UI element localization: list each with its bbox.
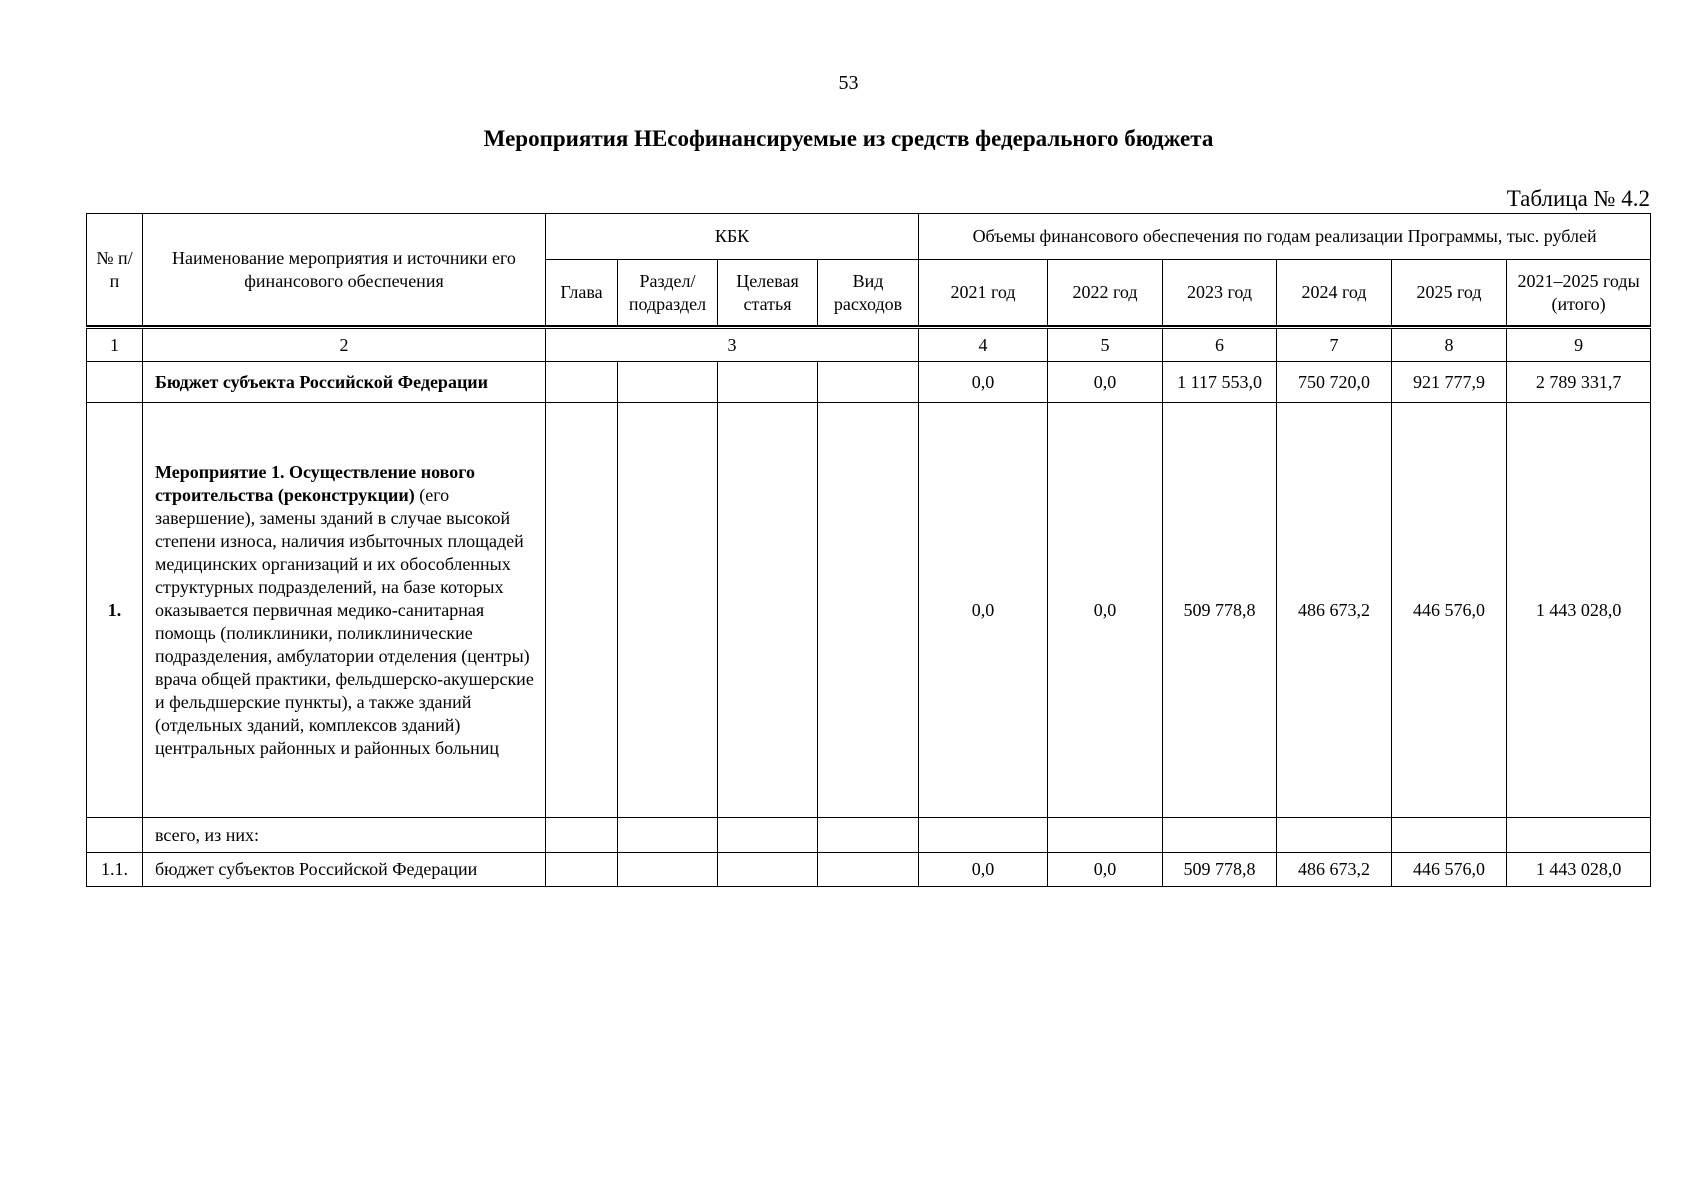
value-cell: 2 789 331,7 <box>1507 362 1651 403</box>
value-cell: 0,0 <box>1048 362 1163 403</box>
kbk-cell <box>546 818 618 853</box>
header-volumes: Объемы финансового обеспечения по годам реализации Программы, тыс. рублей <box>919 214 1651 260</box>
index-cell: 2 <box>143 328 546 362</box>
kbk-cell <box>718 818 818 853</box>
row-name <box>143 403 546 818</box>
header-kbk-glava: Глава <box>546 260 618 326</box>
value-cell <box>1507 818 1651 853</box>
row-num <box>87 362 143 403</box>
header-year-2025: 2025 год <box>1392 260 1507 326</box>
row-name: бюджет субъектов Российской Федерации <box>143 853 546 887</box>
value-cell: 750 720,0 <box>1277 362 1392 403</box>
header-year-2021: 2021 год <box>919 260 1048 326</box>
kbk-cell <box>618 818 718 853</box>
budget-table <box>86 213 1651 887</box>
value-cell: 446 576,0 <box>1392 403 1507 818</box>
header-num: № п/п <box>87 214 143 326</box>
index-cell: 6 <box>1163 328 1277 362</box>
row-num: 1.1. <box>87 853 143 887</box>
header-kbk-vid: Вид расходов <box>818 260 919 326</box>
value-cell <box>1392 818 1507 853</box>
table-caption: Таблица № 4.2 <box>1506 186 1650 211</box>
kbk-cell <box>718 362 818 403</box>
value-cell <box>919 818 1048 853</box>
value-cell: 1 443 028,0 <box>1507 403 1651 818</box>
value-cell <box>1277 818 1392 853</box>
index-cell: 9 <box>1507 328 1651 362</box>
kbk-cell <box>618 853 718 887</box>
document-title: Мероприятия НЕсофинансируемые из средств федерального бюджета <box>483 126 1214 151</box>
index-cell: 5 <box>1048 328 1163 362</box>
page-number: 53 <box>838 72 859 94</box>
kbk-cell <box>818 403 919 818</box>
value-cell <box>1048 818 1163 853</box>
kbk-cell <box>818 853 919 887</box>
value-cell: 0,0 <box>919 853 1048 887</box>
row-name: всего, из них: <box>143 818 546 853</box>
value-cell: 446 576,0 <box>1392 853 1507 887</box>
kbk-cell <box>546 853 618 887</box>
measure-title: Мероприятие 1. Осуществление нового строительства (реконструкции) <box>155 461 475 505</box>
kbk-cell <box>546 362 618 403</box>
header-kbk-statya: Целевая статья <box>718 260 818 326</box>
value-cell: 509 778,8 <box>1163 403 1277 818</box>
value-cell: 921 777,9 <box>1392 362 1507 403</box>
value-cell: 486 673,2 <box>1277 403 1392 818</box>
index-cell: 3 <box>546 328 919 362</box>
table-row <box>87 362 1651 403</box>
row-num <box>87 818 143 853</box>
value-cell <box>1163 818 1277 853</box>
row-name: Бюджет субъекта Российской Федерации <box>143 362 546 403</box>
header-name: Наименование мероприятия и источники его финансового обеспечения <box>143 214 546 326</box>
header-kbk-razdel: Раздел/ подраздел <box>618 260 718 326</box>
header-row-1 <box>87 214 1651 260</box>
kbk-cell <box>818 818 919 853</box>
kbk-cell <box>618 403 718 818</box>
header-year-2022: 2022 год <box>1048 260 1163 326</box>
index-cell: 7 <box>1277 328 1392 362</box>
header-year-2023: 2023 год <box>1163 260 1277 326</box>
value-cell: 509 778,8 <box>1163 853 1277 887</box>
header-year-2024: 2024 год <box>1277 260 1392 326</box>
kbk-cell <box>718 403 818 818</box>
value-cell: 0,0 <box>1048 403 1163 818</box>
value-cell: 0,0 <box>1048 853 1163 887</box>
table-row <box>87 853 1651 887</box>
measure-description: (его завершение), замены зданий в случае высокой степени износа, наличия избыточных площадей медицинских организаций и их обособленных структурных подразделений, на базе которых оказывается первичная медико-санитарная помощь (поликлиники, поликлинические подразделения, амбулатории отделения (центры) врача общей практики, фельдшерско-акушерские и фельдшерские пункты), а также зданий (отдельных зданий, комплексов зданий) центральных районных и районных больниц <box>155 484 534 758</box>
kbk-cell <box>618 362 718 403</box>
header-kbk: КБК <box>546 214 919 260</box>
value-cell: 0,0 <box>919 403 1048 818</box>
value-cell: 1 443 028,0 <box>1507 853 1651 887</box>
table-row <box>87 818 1651 853</box>
index-cell: 8 <box>1392 328 1507 362</box>
kbk-cell <box>718 853 818 887</box>
value-cell: 486 673,2 <box>1277 853 1392 887</box>
header-year-total: 2021–2025 годы (итого) <box>1507 260 1651 326</box>
index-cell: 4 <box>919 328 1048 362</box>
row-num: 1. <box>87 403 143 818</box>
column-index-row <box>87 328 1651 362</box>
table-row <box>87 403 1651 818</box>
index-cell: 1 <box>87 328 143 362</box>
value-cell: 1 117 553,0 <box>1163 362 1277 403</box>
kbk-cell <box>546 403 618 818</box>
value-cell: 0,0 <box>919 362 1048 403</box>
kbk-cell <box>818 362 919 403</box>
